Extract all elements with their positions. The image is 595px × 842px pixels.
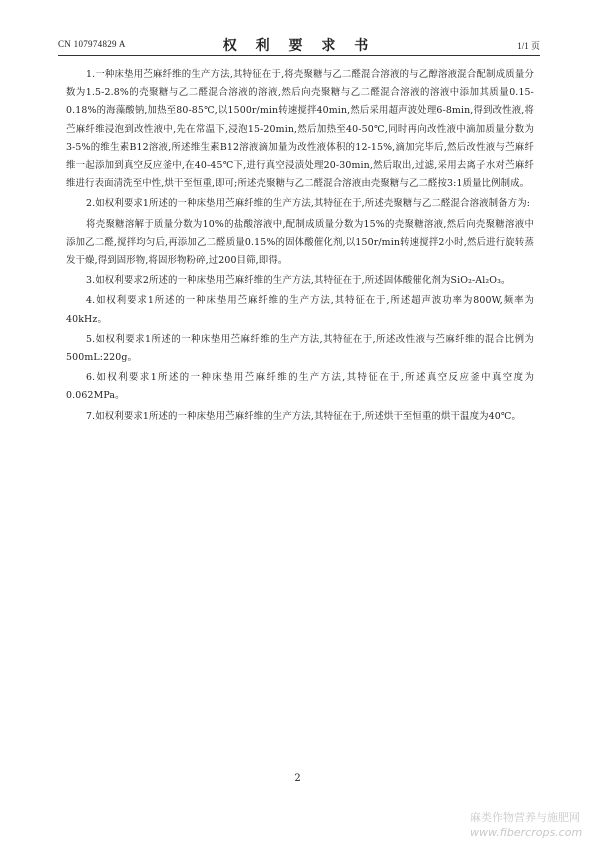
- document-title: 权 利 要 求 书: [222, 38, 376, 54]
- watermark-url: www.fibercrops.com: [470, 826, 583, 839]
- claim-2-detail: 将壳聚糖溶解于质量分数为10%的盐酸溶液中,配制成质量分数为15%的壳聚糖溶液,然后向壳聚糖溶液中添加乙二醛,搅拌均匀后,再添加乙二醛质量0.15%的固体酸催化剂,以150r/min转速搅拌2小时,然后进行旋转蒸发干燥,得到固形物,将固形物粉碎,过200目筛,即得。: [66, 218, 534, 267]
- page-indicator: 1/1 页: [517, 41, 540, 51]
- claim-3: 3.如权利要求2所述的一种床垫用苎麻纤维的生产方法,其特征在于,所述固体酸催化剂为SiO₂-Al₂O₃。: [86, 275, 511, 287]
- claim-7: 7.如权利要求1所述的一种床垫用苎麻纤维的生产方法,其特征在于,所述烘干至恒重的烘干温度为40℃。: [86, 410, 522, 422]
- claims-body: [66, 66, 534, 428]
- claim-4: 4.如权利要求1所述的一种床垫用苎麻纤维的生产方法,其特征在于,所述超声波功率为800W,频率为40kHz。: [66, 295, 534, 325]
- claim-1: 1.一种床垫用苎麻纤维的生产方法,其特征在于,将壳聚糖与乙二醛混合溶液的与乙醇溶液混合配制成质量分数为1.5-2.8%的壳聚糖与乙二醛混合溶液的溶液,然后向壳聚糖与乙二醛混合溶液的溶液中添加其质量0.15-0.18%的海藻酸钠,加热至80-85℃,以1500r/min转速搅拌40min,然后采用超声波处理6-8min,得到改性液,将苎麻纤维浸泡到改性液中,先在常温下,浸泡15-20min,然后加热至40-50℃,同时再向改性液中滴加质量分数为3-5%的维生素B12溶液,所述维生素B12溶液滴加量为改性液体积的12-15%,滴加完毕后,然后改性液与苎麻纤维一起添加到真空反应釜中,在40-45℃下,进行真空浸渍处理20-30min,然后取出,过滤,采用去离子水对苎麻纤维进行表面清洗至中性,烘干至恒重,即可;所述壳聚糖与乙二醛混合溶液由壳聚糖与乙二醛按3:1质量比例制成。: [66, 69, 534, 190]
- claim-5: 5.如权利要求1所述的一种床垫用苎麻纤维的生产方法,其特征在于,所述改性液与苎麻纤维的混合比例为500mL:220g。: [66, 333, 534, 364]
- page-number: 2: [294, 773, 301, 784]
- watermark-text: 麻类作物营养与施肥网: [470, 811, 580, 824]
- patent-number: CN 107974829 A: [58, 39, 126, 49]
- page-header: [58, 35, 540, 53]
- claim-6: 6.如权利要求1所述的一种床垫用苎麻纤维的生产方法,其特征在于,所述真空反应釜中真空度为0.062MPa。: [66, 372, 534, 402]
- claim-2: 2.如权利要求1所述的一种床垫用苎麻纤维的生产方法,其特征在于,所述壳聚糖与乙二醛混合溶液制备方为:: [86, 198, 531, 210]
- header-divider: [58, 55, 540, 56]
